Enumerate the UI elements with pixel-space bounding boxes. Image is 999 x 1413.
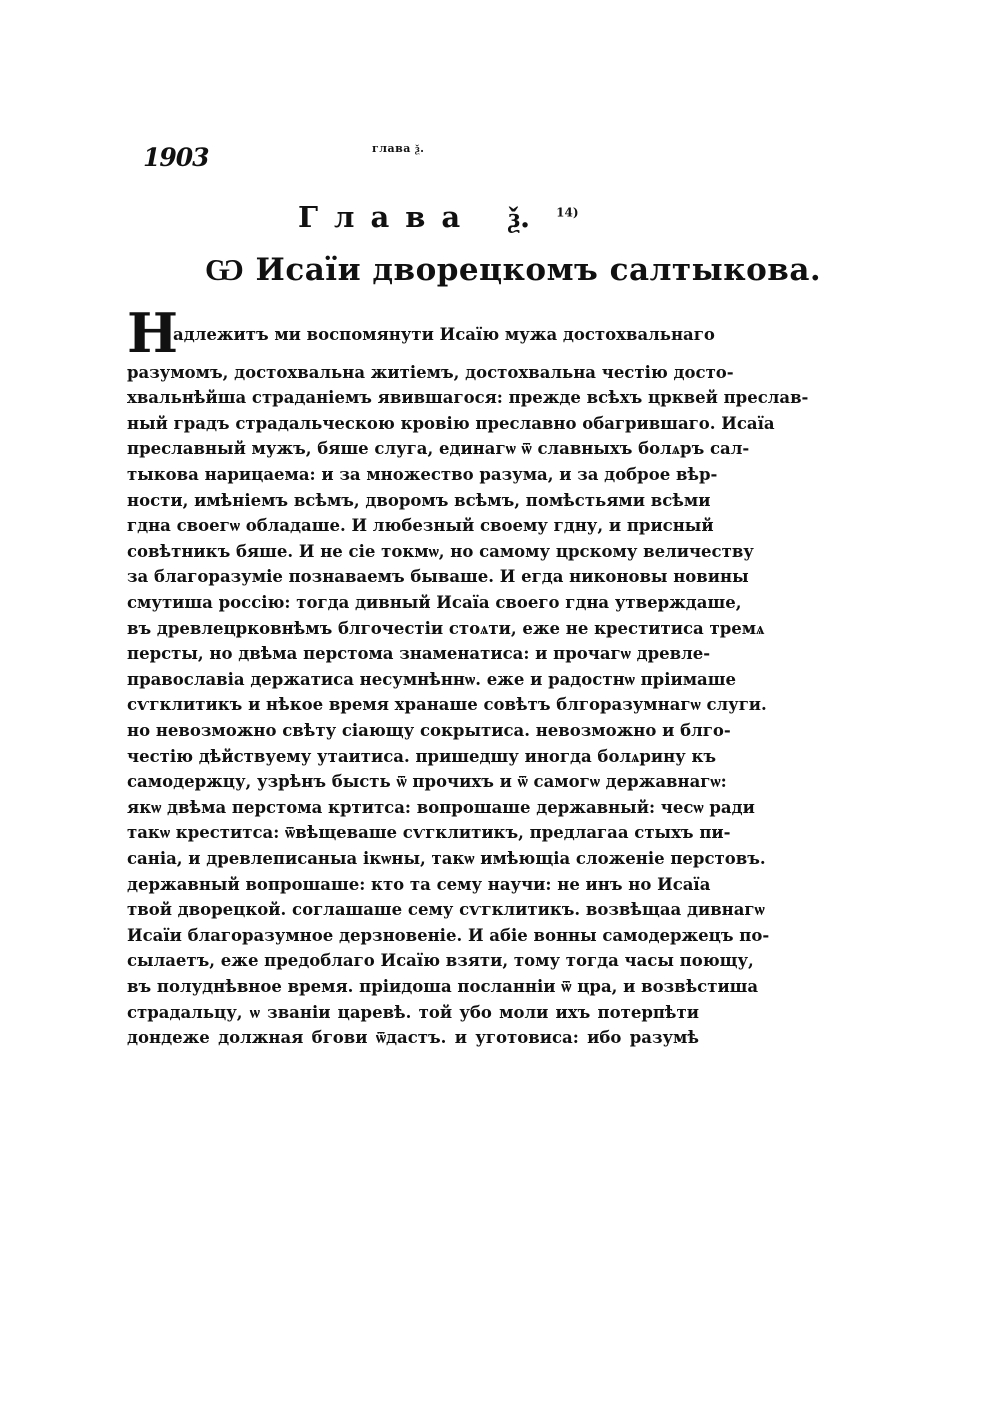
text-line: персты, но двѣма перстома знаменатиса: и прочагѡ древле-: [127, 644, 711, 664]
drop-cap-initial: Н: [127, 301, 179, 365]
text-line: тыкова нарицаема: и за множество разума, и за доброе вѣр-: [127, 465, 718, 484]
text-line: ный градъ страдальческою кровію преславно обагрившаго. Исаїа: [127, 413, 775, 433]
text-line: въ полуднѣвное время. пріидоша посланніи ѿ цра, и возвѣстиша: [127, 977, 759, 996]
chapter-footnote-marker: 14): [556, 205, 579, 220]
text-line: адлежитъ ми воспомянути Исаїю мужа достохвальнаго: [173, 325, 715, 344]
text-line: за благоразуміе познаваемъ бываше. И егда никоновы новины: [127, 567, 749, 587]
text-line: державный вопрошаше: кто та сему научи: не инъ но Исаїа: [127, 874, 711, 894]
text-line: въ древлецрковнѣмъ блгочестіи стоѧти, еже не креститиса тремѧ: [127, 618, 765, 638]
text-line: разумомъ, достохвальна житіемъ, достохвальна честію досто-: [127, 362, 734, 382]
chapter-word: Глава: [298, 200, 477, 234]
text-line: но невозможно свѣту сіающу сокрытиса. невозможно и блго-: [127, 721, 731, 740]
text-line: такѡ креститса: ѿвѣщеваше сѵгклитикъ, предлагаа стыхъ пи-: [127, 823, 731, 843]
text-line: сѵгклитикъ и нѣкое время хранаше совѣтъ блгоразумнагѡ слуги.: [127, 695, 767, 715]
chapter-heading: [298, 200, 579, 235]
page-number: 1903: [143, 143, 209, 172]
text-line: смутиша россію: тогда дивный Исаїа своего гдна утверждаше,: [127, 593, 742, 612]
running-head: глава ѯ.: [372, 142, 425, 155]
text-line: твой дворецкой. соглашаше сему сѵгклитикъ. возвѣщаа дивнагѡ: [127, 900, 765, 920]
text-line: Исаїи благоразумное дерзновеніе. И абіе вонны самодержецъ по-: [127, 925, 770, 945]
text-line: хвальнѣйша страданіемъ явившагося: прежде всѣхъ црквей преслав-: [127, 388, 809, 408]
text-line: православіа держатиса несумнѣннѡ. еже и радостнѡ пріимаше: [127, 669, 736, 689]
text-line: гдна своегѡ обладаше. И любезный своему гдну, и присный: [127, 516, 714, 536]
text-line: самодержцу, узрѣнъ бысть ѿ прочихъ и ѿ самогѡ державнагѡ:: [127, 772, 727, 792]
text-line: совѣтникъ бяше. И не сіе токмѡ, но самому црскому величеству: [127, 541, 754, 561]
text-line: дондеже должная бгови ѿдастъ. и уготовиса: ибо разумѣ: [127, 1028, 699, 1048]
chapter-number: ѯ.: [508, 200, 531, 234]
text-line: ности, имѣніемъ всѣмъ, дворомъ всѣмъ, помѣстьями всѣми: [127, 490, 711, 510]
text-line: якѡ двѣма перстома кртитса: вопрошаше державный: чесѡ ради: [127, 797, 755, 817]
text-line: преславный мужъ, бяше слуга, единагѡ ѿ славныхъ болѧръ сал-: [127, 439, 750, 459]
chapter-title: Ѡ Исаїи дворецкомъ салтыкова.: [205, 252, 822, 288]
text-line: саніа, и древлеписаныа ікѡны, такѡ имѣющіа сложеніе перстовъ.: [127, 849, 766, 868]
text-line: честію дѣйствуему утаитиса. пришедшу иногда болѧрину къ: [127, 746, 717, 766]
text-line: страдальцу, ѡ званіи царевѣ. той убо моли ихъ потерпѣти: [127, 1002, 699, 1022]
text-line: сылаетъ, еже предоблаго Исаїю взяти, тому тогда часы поющу,: [127, 951, 754, 971]
